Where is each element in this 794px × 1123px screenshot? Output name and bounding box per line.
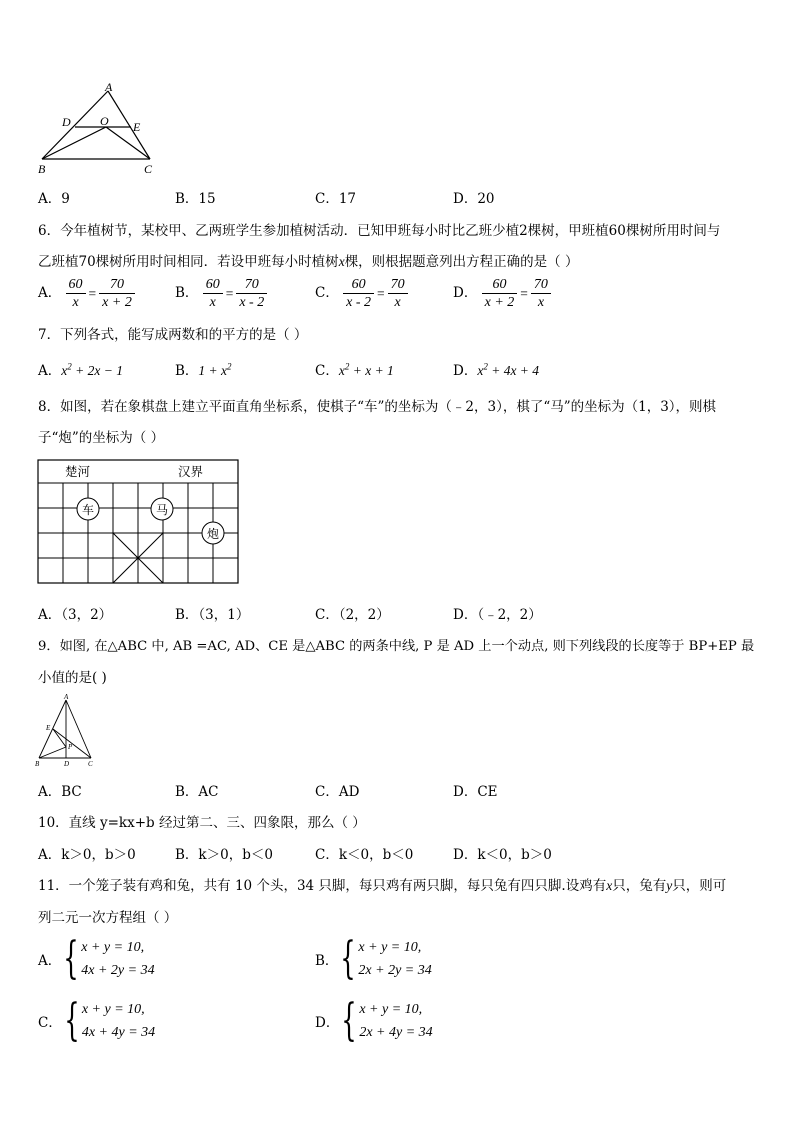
q9-label-B: B xyxy=(35,760,40,768)
q7-option-d[interactable]: D．$x^2 + 4x + 4$ xyxy=(453,361,540,379)
q8-stem-line2: 子“炮”的坐标为（ ） xyxy=(38,430,165,446)
triangle-figure-q5 xyxy=(36,80,166,178)
q10-option-c[interactable]: C．k＜0，b＜0 xyxy=(315,847,414,863)
q6-option-b[interactable]: B． $\frac{60}{x}$ = $\frac{70}{x - 2}$ xyxy=(175,276,267,311)
q7-option-c[interactable]: C．$x^2 + x + 1$ xyxy=(315,361,394,379)
q8-stem-line1: 8．如图，若在象棋盘上建立平面直角坐标系，使棋子“车”的坐标为（﹣2，3），棋了“马”的坐标为（1，3），则棋 xyxy=(38,399,717,415)
q9-option-c[interactable]: C．AD xyxy=(315,784,360,800)
q9-label-C: C xyxy=(88,760,93,768)
q11-option-c[interactable]: C． { x + y = 10, 4x + 4y = 34 xyxy=(38,995,156,1046)
q9-option-d[interactable]: D．CE xyxy=(453,784,498,800)
q9-label-P: P xyxy=(68,743,73,751)
q7-stem: 7．下列各式，能写成两数和的平方的是（ ） xyxy=(38,327,308,343)
piece-che: 车 xyxy=(82,503,95,517)
q9-label-E: E xyxy=(46,724,51,732)
q8-option-c[interactable]: C．（2，2） xyxy=(315,607,390,623)
board-title-left: 楚河 xyxy=(65,465,91,479)
label-O: O xyxy=(100,114,109,128)
q9-option-b[interactable]: B．AC xyxy=(175,784,219,800)
q9-stem-line2: 小值的是( ) xyxy=(38,670,107,686)
piece-ma: 马 xyxy=(156,503,169,517)
label-B: B xyxy=(38,162,46,176)
q11-option-b[interactable]: B． { x + y = 10, 2x + 2y = 34 xyxy=(315,933,432,984)
chessboard-figure xyxy=(37,459,241,585)
q10-option-d[interactable]: D．k＜0，b＞0 xyxy=(453,847,552,863)
q6-option-d[interactable]: D． $\frac{60}{x + 2}$ = $\frac{70}{x}$ xyxy=(453,276,551,311)
triangle-figure-q9 xyxy=(33,692,97,768)
label-C: C xyxy=(144,162,153,176)
q11-option-d[interactable]: D． { x + y = 10, 2x + 4y = 34 xyxy=(315,995,433,1046)
label-E: E xyxy=(133,120,141,134)
label-D: D xyxy=(62,115,71,129)
board-title-right: 汉界 xyxy=(178,465,204,479)
q7-option-a[interactable]: A．$x^2 + 2x - 1$ xyxy=(38,361,123,379)
q5-option-b[interactable]: B．15 xyxy=(175,191,216,207)
q5-option-d[interactable]: D．20 xyxy=(453,191,495,207)
q11-stem-line1: 11．一个笼子装有鸡和兔，共有 10 个头，34 只脚，每只鸡有两只脚，每只兔有四只脚.设鸡有x只，兔有y只，则可 xyxy=(38,878,727,894)
q5-option-c[interactable]: C．17 xyxy=(315,191,357,207)
q6-option-a[interactable]: A． $\frac{60}{x}$ = $\frac{70}{x + 2}$ xyxy=(38,276,135,311)
q10-stem: 10．直线 y=kx+b 经过第二、三、四象限，那么（ ） xyxy=(38,815,366,831)
q8-option-d[interactable]: D．（﹣2，2） xyxy=(453,607,542,623)
q9-option-a[interactable]: A．BC xyxy=(38,784,82,800)
label-A: A xyxy=(105,80,113,94)
q8-option-b[interactable]: B．（3，1） xyxy=(175,607,250,623)
q9-stem-line1: 9．如图, 在△ABC 中, AB =AC, AD、CE 是△ABC 的两条中线, P 是 AD 上一个动点, 则下列线段的长度等于 BP+EP 最 xyxy=(38,639,755,654)
q6-stem-line1: 6．今年植树节，某校甲、乙两班学生参加植树活动．已知甲班每小时比乙班少植2棵树，甲班植60棵树所用时间与 xyxy=(38,223,721,239)
q7-option-b[interactable]: B．$1 + x^2$ xyxy=(175,361,232,379)
q10-option-a[interactable]: A．k＞0，b＞0 xyxy=(38,847,136,863)
q6-stem-line2: 乙班植70棵树所用时间相同．若设甲班每小时植树x棵，则根据题意列出方程正确的是（ ） xyxy=(38,254,579,270)
q11-option-a[interactable]: A． { x + y = 10, 4x + 2y = 34 xyxy=(38,933,155,984)
q9-label-D: D xyxy=(64,760,70,768)
q10-option-b[interactable]: B．k＞0，b＜0 xyxy=(175,847,273,863)
q9-label-A: A xyxy=(64,693,69,701)
q11-stem-line2: 列二元一次方程组（ ） xyxy=(38,910,178,926)
q6-option-c[interactable]: C． $\frac{60}{x - 2}$ = $\frac{70}{x}$ xyxy=(315,276,408,311)
q8-option-a[interactable]: A．（3，2） xyxy=(38,607,113,623)
q5-option-a[interactable]: A．9 xyxy=(38,191,70,207)
piece-pao: 炮 xyxy=(207,527,220,541)
